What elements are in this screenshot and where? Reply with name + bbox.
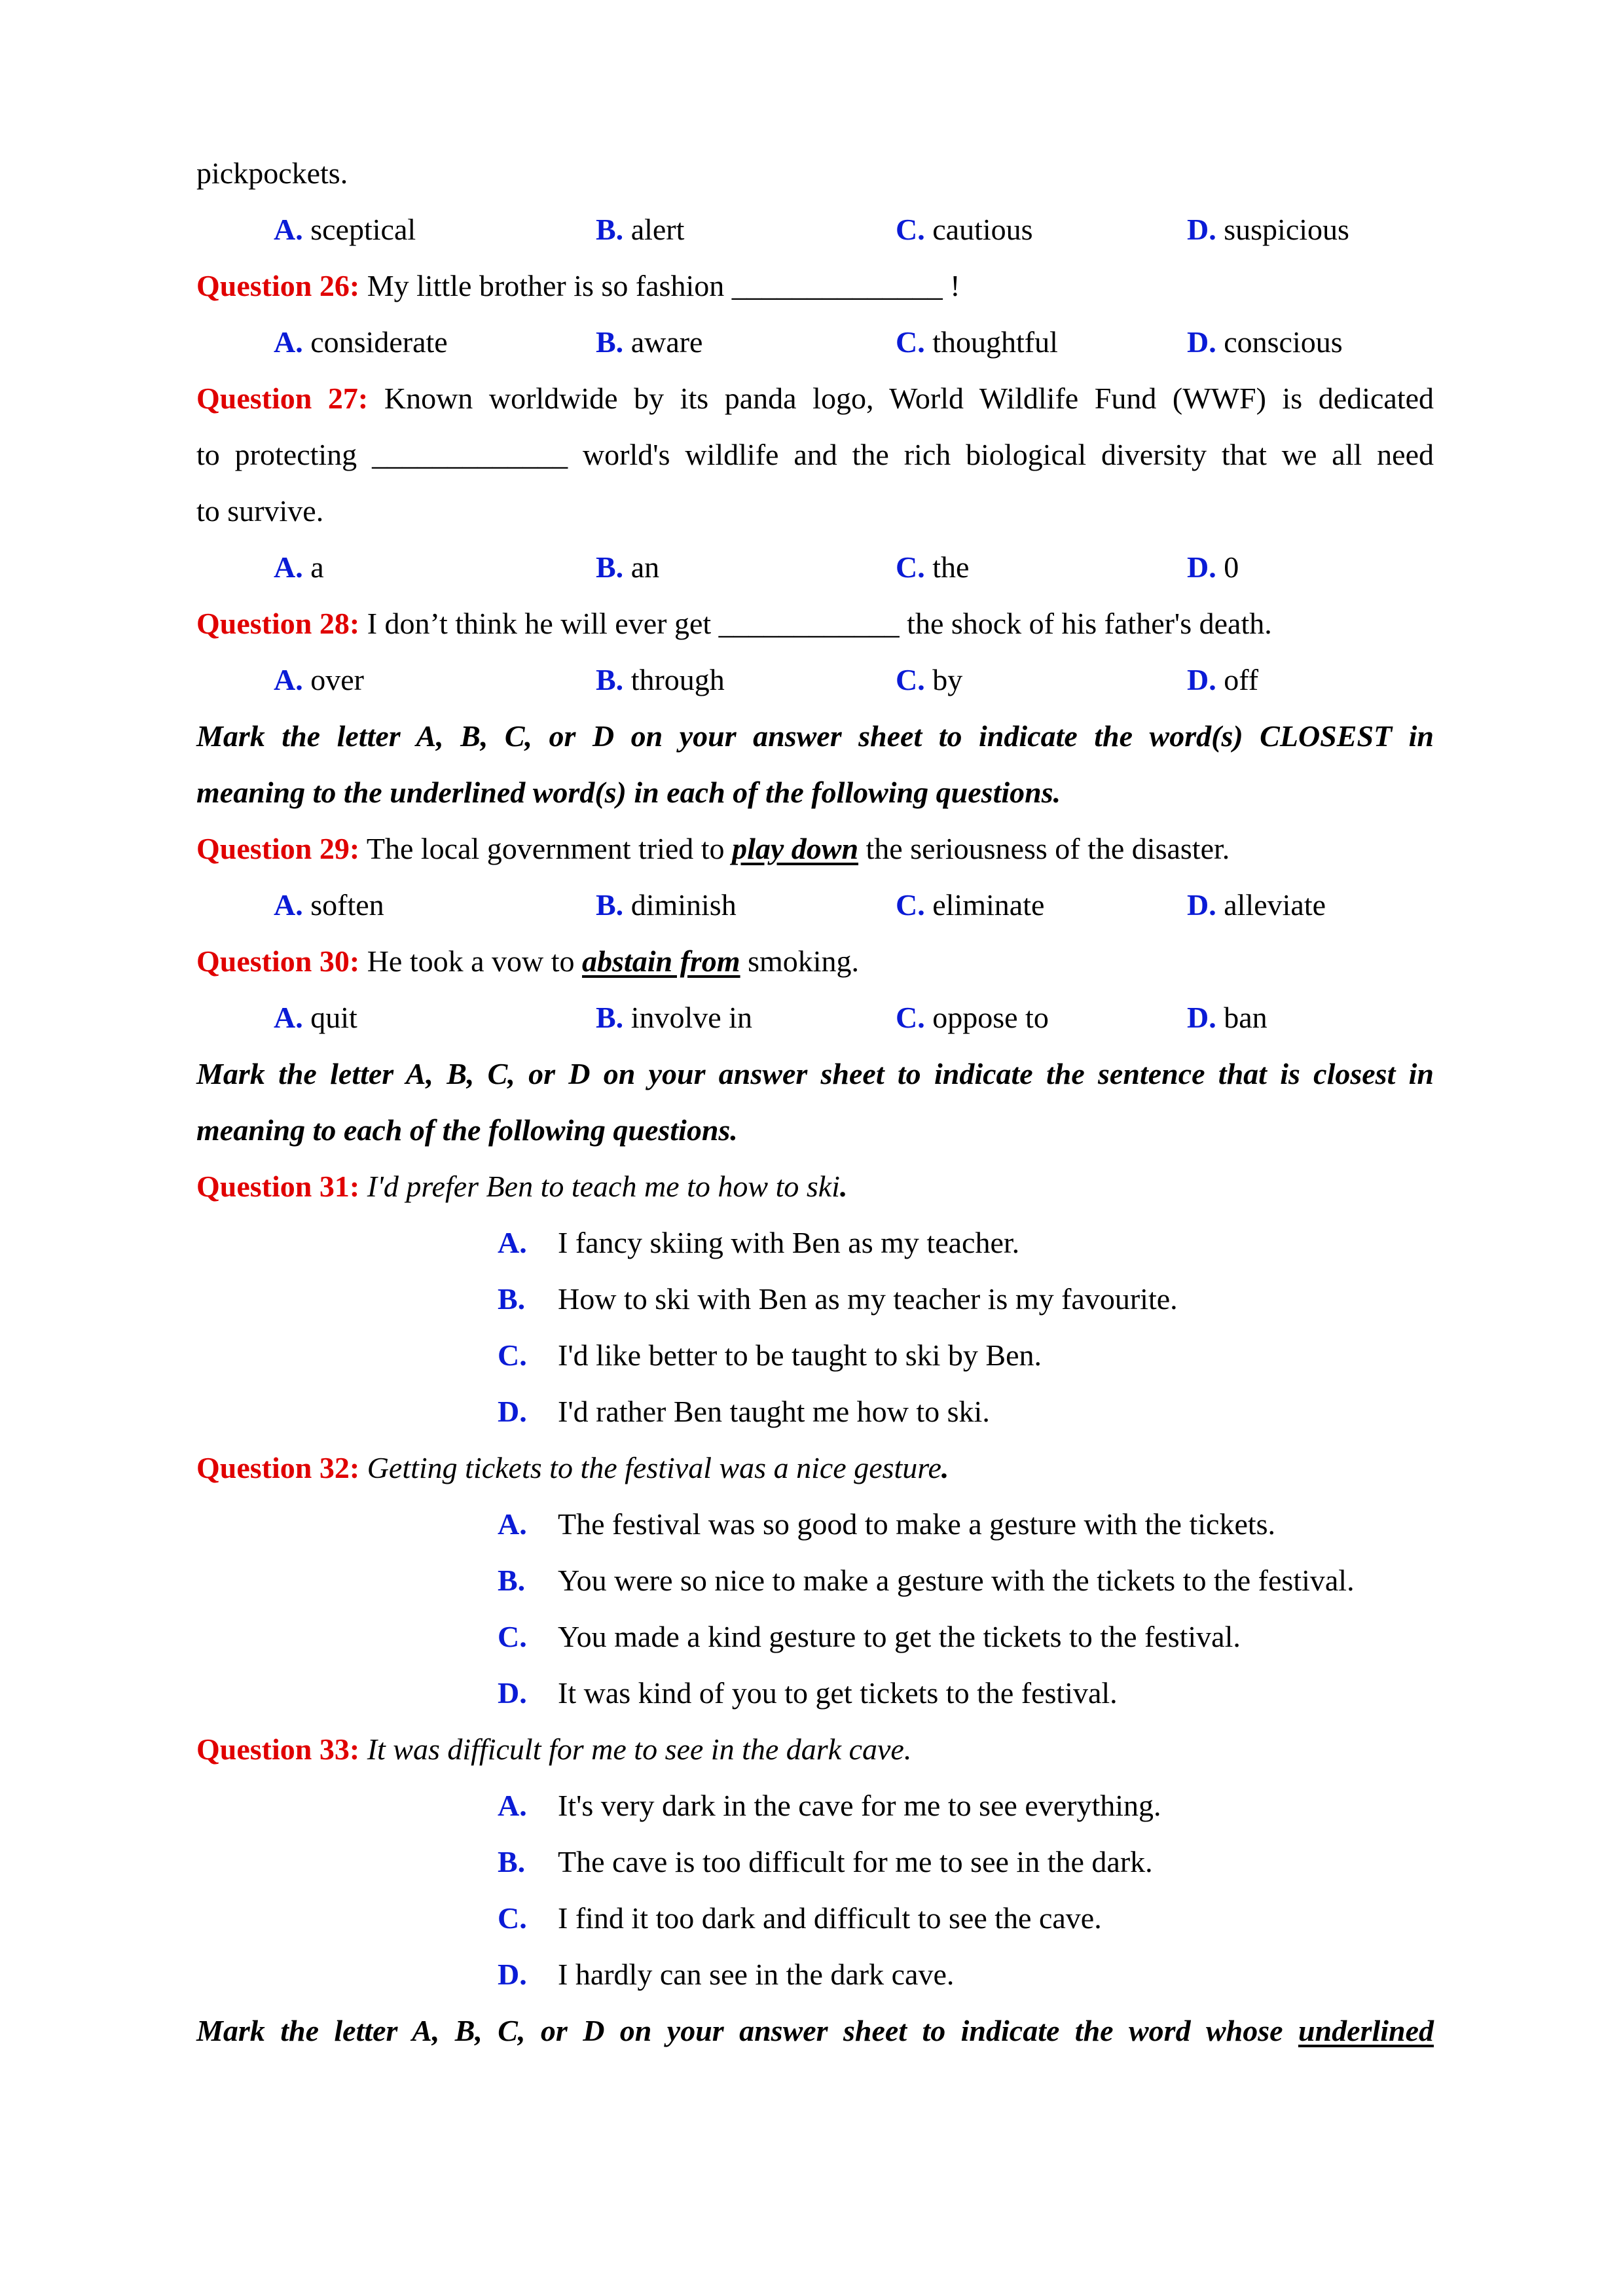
section-instruction [196, 2003, 1434, 2059]
question-text: My little brother is so fashion ______________ ! [367, 269, 960, 302]
q25-option-b[interactable]: B. alert [596, 213, 685, 246]
q27-option-a[interactable]: A. a [274, 550, 324, 584]
underlined-phrase: play down [732, 832, 859, 865]
question-27-line-3 [196, 483, 1434, 539]
q26-option-c[interactable]: C. thoughtful [896, 325, 1058, 359]
q28-option-c[interactable]: C. by [896, 663, 963, 696]
question-end-mark: . [839, 1170, 848, 1203]
q28-option-d[interactable]: D. off [1187, 663, 1259, 696]
section-instruction: Mark the letter A, B, C, or D on your answer sheet to indicate the sentence that is closest in [196, 1057, 1434, 1090]
question-number: Question 27: [196, 382, 369, 415]
document-page: pickpockets. A. sceptical B. alert C. cautious D. suspicious Question 26: My little brother is so fashion ______________ ! A. considerate B. aware C. thoughtful D. conscious Question 27: Known worldwide by its panda logo, World Wildlife Fund (WWF) is dedicated to protecting _____________ world's wildlife and the rich biological diversity that we all need to survive. A. a B. an C. the D. 0 Question 28: I don’t think he will ever get ____________ the shock of his father's death. A. over B. through C. by D. off Mark the letter A, B, C, or D on your answer sheet to indicate the word(s) CLOSEST in meaning to the underlined word(s) in each of the following questions. Question 29: The local government tried to play down the seriousness of the disaster. A. soften B. diminish C. eliminate D. alleviate Question 30: He took a vow to abstain from smoking. A. quit B. involve in C. oppose to D. ban Mark the letter A, B, C, or D on your answer sheet to indicate the sentence that is closest in meaning to each of the following questions. Question 31: I'd prefer Ben to teach me to how to ski. A. I fancy skiing with Ben as my teacher. B. How to ski with Ben as my teacher is my favourite. C. I'd like better to be taught to ski by Ben. D. I'd rather Ben taught me how to ski. Question 32: Getting tickets to the festival was a nice gesture. A. The festival was so good to make a gesture with the tickets. B. You were so nice to make a gesture with the tickets to the festival. C. You made a kind gesture to get the tickets to the festival. D. It was kind of you to get tickets to the festival. Question 33: It was difficult for me to see in the dark cave. A. It's very dark in the cave for me to see everything. B. The cave is too difficult for me to see in the dark. C. I find it too dark and difficult to see the cave. D. I hardly can see in the dark cave. Mark the letter A, B, C, or D on your answer sheet to indicate the word whose underlined [0, 0, 1623, 2296]
question-30 [196, 933, 1434, 990]
q29-option-a[interactable]: A. soften [274, 888, 384, 922]
question-31 [196, 1158, 1434, 1215]
section-instruction: Mark the letter A, B, C, or D on your answer sheet to indicate the word(s) CLOSEST in [196, 719, 1434, 753]
q30-option-d[interactable]: D. ban [1187, 1001, 1267, 1034]
q27-option-c[interactable]: C. the [896, 550, 970, 584]
q28-option-a[interactable]: A. over [274, 663, 364, 696]
q27-option-d[interactable]: D. 0 [1187, 550, 1239, 584]
underlined-word: underlined [1298, 2014, 1434, 2047]
section-instruction-line-2: meaning to each of the following questions. [196, 1113, 738, 1147]
q29-option-b[interactable]: B. diminish [596, 888, 737, 922]
question-text: It was difficult for me to see in the dark cave. [367, 1732, 912, 1766]
question-27 [196, 370, 1434, 427]
question-28 [196, 596, 1434, 652]
question-number: Question 31: [196, 1170, 360, 1203]
question-text: to survive. [196, 494, 324, 528]
question-32 [196, 1440, 1434, 1496]
q26-option-d[interactable]: D. conscious [1187, 325, 1343, 359]
continuation-text: pickpockets. [196, 156, 348, 190]
question-27-line-2 [196, 427, 1434, 483]
question-number: Question 28: [196, 607, 360, 640]
q25-option-a[interactable]: A. sceptical [274, 213, 416, 246]
question-33 [196, 1721, 1434, 1778]
q26-option-a[interactable]: A. considerate [274, 325, 448, 359]
q28-option-b[interactable]: B. through [596, 663, 725, 696]
q25-option-d[interactable]: D. suspicious [1187, 213, 1349, 246]
question-text-end: the seriousness of the disaster. [866, 832, 1230, 865]
q30-option-a[interactable]: A. quit [274, 1001, 357, 1034]
text-line [196, 145, 1434, 202]
q30-option-b[interactable]: B. involve in [596, 1001, 752, 1034]
question-text: He took a vow to [367, 944, 575, 978]
q27-option-b[interactable]: B. an [596, 550, 660, 584]
question-text: Known worldwide by its panda logo, World Wildlife Fund (WWF) is dedicated [384, 382, 1434, 415]
section-instruction-text: Mark the letter A, B, C, or D on your answer sheet to indicate the word whose [196, 2014, 1283, 2047]
question-end-mark: . [941, 1451, 949, 1484]
question-text: Getting tickets to the festival was a nice gesture [367, 1451, 941, 1484]
question-text-end: smoking. [748, 944, 860, 978]
question-26 [196, 258, 1434, 314]
question-text: I don’t think he will ever get ____________ the shock of his father's death. [367, 607, 1272, 640]
question-number: Question 29: [196, 832, 360, 865]
q26-option-b[interactable]: B. aware [596, 325, 703, 359]
q25-option-c[interactable]: C. cautious [896, 213, 1033, 246]
question-text: to protecting _____________ world's wildlife and the rich biological diversity that we all need [196, 438, 1434, 471]
question-text: I'd prefer Ben to teach me to how to ski [367, 1170, 840, 1203]
q30-option-c[interactable]: C. oppose to [896, 1001, 1049, 1034]
q29-option-c[interactable]: C. eliminate [896, 888, 1045, 922]
question-number: Question 30: [196, 944, 360, 978]
underlined-phrase: abstain from [582, 944, 740, 978]
question-number: Question 32: [196, 1451, 360, 1484]
question-number: Question 26: [196, 269, 360, 302]
question-text: The local government tried to [366, 832, 725, 865]
q29-option-d[interactable]: D. alleviate [1187, 888, 1326, 922]
section-instruction-line-2: meaning to the underlined word(s) in each of the following questions. [196, 776, 1061, 809]
question-number: Question 33: [196, 1732, 360, 1766]
question-29 [196, 821, 1434, 877]
